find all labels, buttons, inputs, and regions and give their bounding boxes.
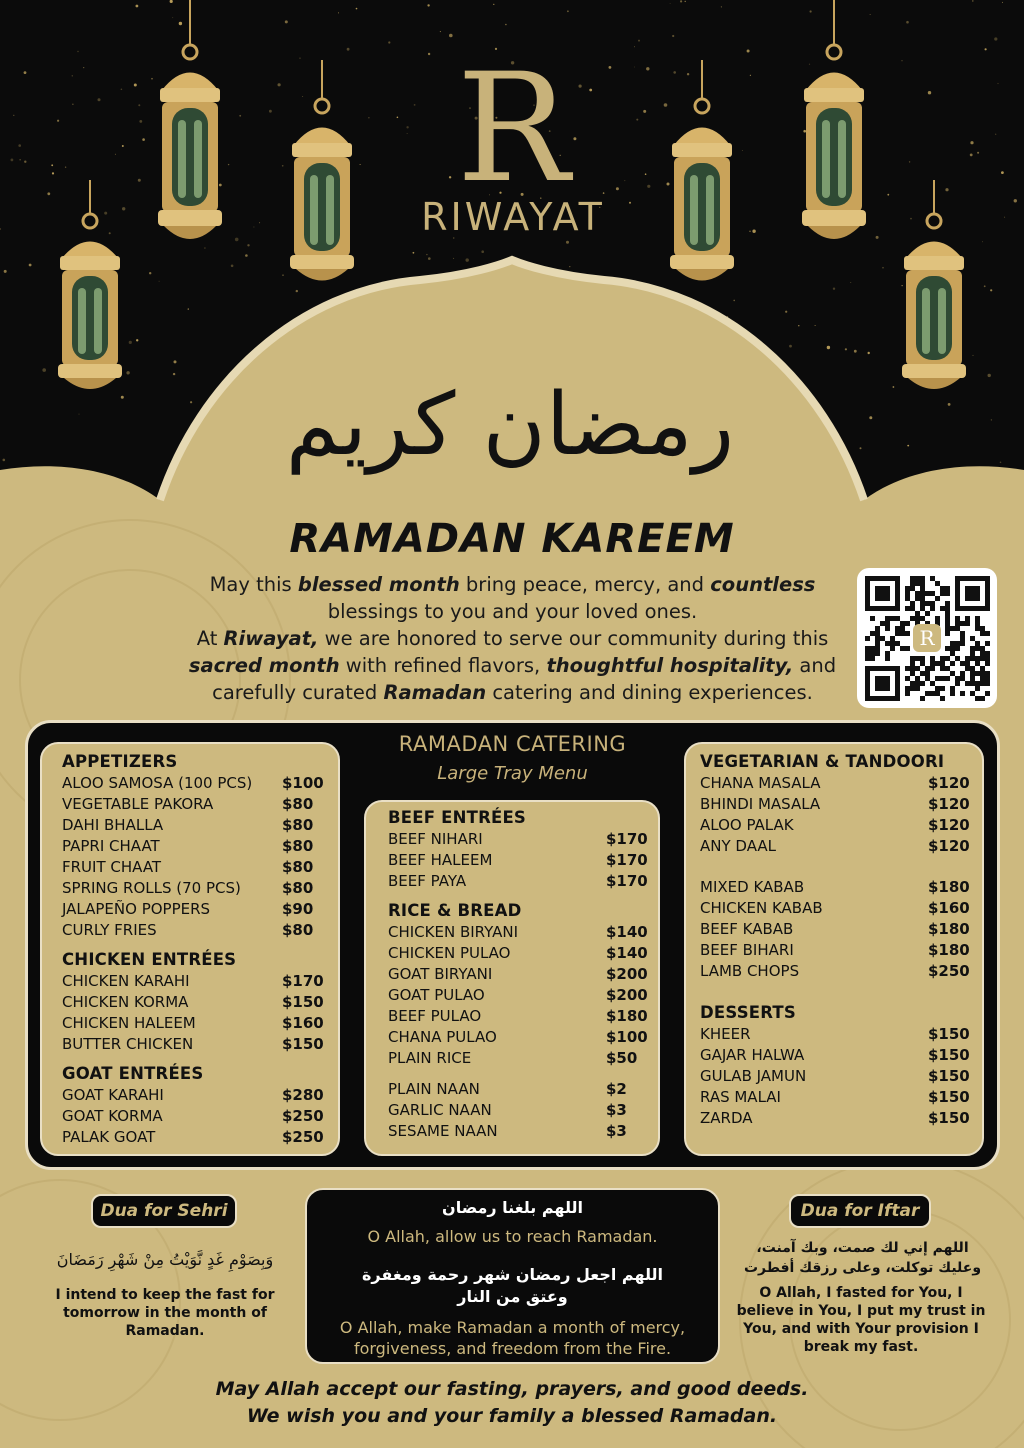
- menu-item-name: CHANA MASALA: [700, 774, 821, 792]
- menu-section-heading: BEEF ENTRÉES: [388, 808, 527, 827]
- menu-item: [388, 1007, 648, 1028]
- menu-item-name: ANY DAAL: [700, 837, 776, 855]
- menu-item: [62, 1107, 324, 1128]
- menu-item: [388, 1049, 636, 1070]
- menu-item-name: JALAPEÑO POPPERS: [62, 900, 211, 918]
- menu-item-name: CHICKEN KABAB: [700, 899, 823, 917]
- menu-item-price: $80: [282, 837, 314, 855]
- menu-item-name: BHINDI MASALA: [700, 795, 821, 813]
- menu-item-name: GARLIC NAAN: [388, 1101, 492, 1119]
- menu-item: [388, 986, 648, 1007]
- menu-item: [700, 837, 968, 858]
- logo-r-mark: [438, 50, 588, 190]
- menu-item-price: $180: [928, 878, 970, 896]
- menu-item-name: CHICKEN KARAHI: [62, 972, 190, 990]
- menu-item-name: CHICKEN KORMA: [62, 993, 189, 1011]
- menu-item-name: RAS MALAI: [700, 1088, 781, 1106]
- menu-item-name: BEEF KABAB: [700, 920, 794, 938]
- menu-item: [700, 1088, 968, 1109]
- menu-item-price: $250: [282, 1107, 324, 1125]
- menu-item-price: $160: [282, 1014, 324, 1032]
- menu-item: [388, 965, 648, 986]
- menu-item-price: $3: [606, 1101, 627, 1119]
- svg-text:R: R: [456, 50, 570, 190]
- menu-item-price: $120: [928, 816, 970, 834]
- catering-title: RAMADAN CATERING: [398, 732, 627, 756]
- menu-card-middle: [364, 800, 660, 1156]
- menu-item-name: BEEF PAYA: [388, 872, 467, 890]
- menu-item-price: $280: [282, 1086, 324, 1104]
- menu-item-name: LAMB CHOPS: [700, 962, 800, 980]
- menu-item-price: $80: [282, 858, 314, 876]
- menu-item-price: $180: [928, 941, 970, 959]
- menu-item-name: CHICKEN BIRYANI: [388, 923, 519, 941]
- menu-item-price: $120: [928, 774, 970, 792]
- qr-code-icon[interactable]: [857, 568, 997, 708]
- menu-item: [700, 878, 968, 899]
- menu-item-price: $170: [606, 872, 648, 890]
- dua-sehri-arabic: وَبِصَوْمِ غَدٍ نَّوَيْتُ مِنْ شَهْرِ رَمَضَانَ: [56, 1250, 274, 1269]
- dua-center-arabic-1: اللهم بلغنا رمضان: [442, 1198, 583, 1217]
- dua-sehri-label: Dua for Sehri: [91, 1194, 237, 1228]
- menu-item-price: $250: [928, 962, 970, 980]
- menu-item: [700, 941, 968, 962]
- menu-item-price: $80: [282, 921, 314, 939]
- dua-iftar-label: Dua for Iftar: [789, 1194, 931, 1228]
- menu-item-name: BEEF NIHARI: [388, 830, 483, 848]
- menu-item: [700, 962, 968, 983]
- menu-item-price: $170: [606, 851, 648, 869]
- menu-item: [62, 921, 318, 942]
- menu-item: [62, 816, 318, 837]
- menu-item-price: $140: [606, 923, 648, 941]
- lantern-icon: [664, 60, 740, 290]
- menu-item: [700, 1025, 968, 1046]
- menu-item: [62, 795, 318, 816]
- menu-item: [700, 795, 968, 816]
- menu-section-heading: VEGETARIAN & TANDOORI: [700, 752, 945, 771]
- intro-paragraph: May this blessed month bring peace, mercy, and countless blessings to you and your loved ones. At Riwayat, we are honored to serve our community during this sacred month with refined flavors, thoughtful hospitality, and carefully curated Ramadan catering and dining experiences.: [188, 573, 837, 704]
- menu-item-name: SESAME NAAN: [388, 1122, 498, 1140]
- menu-item-name: GOAT KORMA: [62, 1107, 163, 1125]
- menu-section-heading: DESSERTS: [700, 1003, 796, 1022]
- menu-item-name: PLAIN RICE: [388, 1049, 472, 1067]
- menu-item: [700, 1067, 968, 1088]
- menu-item-price: $150: [928, 1067, 970, 1085]
- menu-item: [62, 837, 318, 858]
- menu-item: [388, 872, 648, 893]
- menu-item: [62, 1086, 324, 1107]
- menu-item-price: $200: [606, 965, 648, 983]
- menu-item-price: $80: [282, 816, 314, 834]
- menu-item: [388, 1101, 636, 1122]
- menu-section-heading: CHICKEN ENTRÉES: [62, 950, 237, 969]
- menu-item-price: $80: [282, 879, 314, 897]
- menu-item-price: $150: [282, 993, 324, 1011]
- menu-item-price: $150: [928, 1088, 970, 1106]
- menu-item-price: $160: [928, 899, 970, 917]
- menu-item: [700, 774, 968, 795]
- menu-item-name: KHEER: [700, 1025, 751, 1043]
- menu-item: [62, 900, 318, 921]
- page-title: RAMADAN KAREEM: [289, 516, 735, 562]
- lantern-icon: [896, 180, 972, 400]
- menu-item: [388, 1080, 636, 1101]
- menu-item-price: $80: [282, 795, 314, 813]
- menu-item-price: $200: [606, 986, 648, 1004]
- menu-item-price: $3: [606, 1122, 627, 1140]
- menu-item: [62, 972, 324, 993]
- menu-item-price: $100: [282, 774, 324, 792]
- riwayat-logo: [408, 50, 618, 250]
- menu-item-price: $140: [606, 944, 648, 962]
- dua-center-arabic-2: اللهم اجعل رمضان شهر رحمة ومغفرة وعتق من النار: [361, 1265, 664, 1306]
- menu-item: [700, 1109, 968, 1130]
- lantern-icon: [52, 180, 128, 400]
- menu-item: [62, 993, 324, 1014]
- lantern-icon: [796, 0, 872, 250]
- menu-card-left: [40, 742, 340, 1156]
- menu-item: [700, 920, 968, 941]
- menu-card-right: [684, 742, 984, 1156]
- menu-item: [62, 879, 318, 900]
- menu-item-name: ALOO SAMOSA (100 PCS): [62, 774, 253, 792]
- menu-item-price: $90: [282, 900, 314, 918]
- menu-item-price: $170: [606, 830, 648, 848]
- menu-item-name: GOAT PULAO: [388, 986, 485, 1004]
- menu-item-name: CHICKEN HALEEM: [62, 1014, 196, 1032]
- menu-item: [62, 1128, 324, 1149]
- menu-item-name: BEEF PULAO: [388, 1007, 482, 1025]
- menu-item-name: CHANA PULAO: [388, 1028, 497, 1046]
- menu-item-name: BEEF HALEEM: [388, 851, 493, 869]
- menu-item-name: CURLY FRIES: [62, 921, 157, 939]
- menu-item-name: SPRING ROLLS (70 PCS): [62, 879, 241, 897]
- menu-item-name: BUTTER CHICKEN: [62, 1035, 194, 1053]
- lantern-icon: [152, 0, 228, 250]
- menu-item-name: PAPRI CHAAT: [62, 837, 160, 855]
- menu-item-name: BEEF BIHARI: [700, 941, 794, 959]
- menu-item: [388, 830, 648, 851]
- menu-item-price: $180: [606, 1007, 648, 1025]
- menu-item-name: ZARDA: [700, 1109, 753, 1127]
- menu-item-name: ALOO PALAK: [700, 816, 794, 834]
- menu-item: [388, 1028, 648, 1049]
- dua-center-english-2: O Allah, make Ramadan a month of mercy, forgiveness, and freedom from the Fire.: [339, 1318, 686, 1358]
- dua-iftar-arabic: اللهم إني لك صمت، وبك آمنت، وعليك توكلت، وعلى رزقك أفطرت: [743, 1240, 982, 1276]
- menu-item: [388, 944, 648, 965]
- menu-item-price: $120: [928, 837, 970, 855]
- menu-item-name: DAHI BHALLA: [62, 816, 164, 834]
- menu-item-price: $120: [928, 795, 970, 813]
- menu-item: [700, 899, 968, 920]
- menu-item-price: $170: [282, 972, 324, 990]
- dua-sehri-english: I intend to keep the fast for tomorrow in the month of Ramadan.: [55, 1287, 275, 1339]
- menu-item-name: GOAT KARAHI: [62, 1086, 164, 1104]
- menu-section-heading: GOAT ENTRÉES: [62, 1064, 204, 1083]
- menu-item-price: $150: [928, 1109, 970, 1127]
- menu-item-price: $150: [282, 1035, 324, 1053]
- menu-item-price: $150: [928, 1025, 970, 1043]
- dua-center-box: [305, 1188, 720, 1364]
- menu-section-heading: RICE & BREAD: [388, 901, 522, 920]
- menu-item: [388, 1122, 636, 1143]
- menu-item-price: $250: [282, 1128, 324, 1146]
- menu-item: [62, 1014, 324, 1035]
- menu-item-price: $50: [606, 1049, 638, 1067]
- menu-item-name: GULAB JAMUN: [700, 1067, 807, 1085]
- menu-item-name: GAJAR HALWA: [700, 1046, 805, 1064]
- menu-item-name: CHICKEN PULAO: [388, 944, 511, 962]
- menu-item-name: PALAK GOAT: [62, 1128, 156, 1146]
- menu-item-name: VEGETABLE PAKORA: [62, 795, 214, 813]
- menu-item-price: $180: [928, 920, 970, 938]
- menu-item: [388, 851, 648, 872]
- menu-item-price: $100: [606, 1028, 648, 1046]
- brand-name: RIWAYAT: [421, 195, 605, 239]
- menu-item-name: FRUIT CHAAT: [62, 858, 162, 876]
- dua-center-english-1: O Allah, allow us to reach Ramadan.: [367, 1227, 658, 1246]
- menu-item: [62, 1035, 324, 1056]
- lantern-icon: [284, 60, 360, 290]
- menu-item: [62, 774, 324, 795]
- menu-item: [388, 923, 648, 944]
- menu-item: [62, 858, 318, 879]
- menu-item-price: $150: [928, 1046, 970, 1064]
- catering-subtitle: Large Tray Menu: [437, 763, 588, 784]
- menu-item: [700, 816, 968, 837]
- menu-item: [700, 1046, 968, 1067]
- menu-item-name: MIXED KABAB: [700, 878, 805, 896]
- closing-message: May Allah accept our fasting, prayers, and good deeds. We wish you and your family a blessed Ramadan.: [215, 1378, 809, 1427]
- dua-iftar-english: O Allah, I fasted for You, I believe in You, I put my trust in You, and with Your provision I break my fast.: [736, 1285, 986, 1355]
- menu-section-heading: APPETIZERS: [62, 752, 178, 771]
- ramadan-kareem-calligraphy: رمضان كريم: [285, 375, 735, 475]
- menu-item-price: $2: [606, 1080, 627, 1098]
- menu-item-name: GOAT BIRYANI: [388, 965, 493, 983]
- menu-item-name: PLAIN NAAN: [388, 1080, 480, 1098]
- svg-text:R: R: [919, 626, 935, 650]
